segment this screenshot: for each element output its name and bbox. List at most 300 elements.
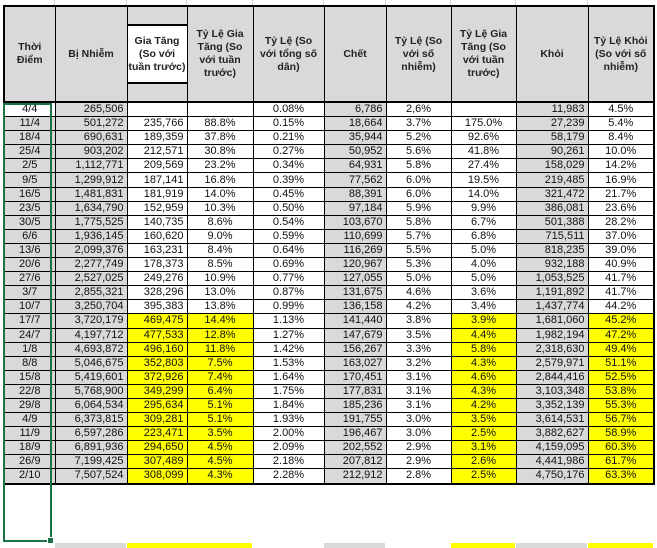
cell-infected[interactable]: 5,768,900 — [55, 384, 127, 398]
cell-death-increase-rate[interactable]: 5.8% — [451, 342, 516, 356]
next-row-cell[interactable] — [516, 543, 587, 548]
cell-death-rate[interactable]: 3.7% — [386, 117, 451, 131]
cell-increase-rate[interactable]: 16.8% — [187, 173, 253, 187]
cell-death-increase-rate[interactable]: 175.0% — [451, 117, 516, 131]
cell-date[interactable]: 29/8 — [4, 398, 55, 412]
cell-increase[interactable]: 308,099 — [127, 469, 187, 484]
cell-increase-rate[interactable]: 5.1% — [187, 413, 253, 427]
cell-increase[interactable]: 349,299 — [127, 384, 187, 398]
header-death-increase-rate[interactable]: Tỷ Lệ Gia Tăng (So với tuần trước) — [451, 6, 516, 102]
fill-handle[interactable] — [47, 537, 54, 544]
cell-date[interactable]: 18/4 — [4, 131, 55, 145]
cell-increase[interactable]: 307,489 — [127, 455, 187, 469]
cell-infected[interactable]: 1,112,771 — [55, 159, 127, 173]
cell-recovered-rate[interactable]: 58.9% — [588, 427, 654, 441]
cell-death-rate[interactable]: 5.7% — [386, 229, 451, 243]
table-row — [4, 117, 654, 131]
cell-death-increase-rate[interactable]: 41.8% — [451, 145, 516, 159]
cell-date[interactable]: 2/10 — [4, 469, 55, 484]
cell-deaths[interactable]: 185,236 — [324, 398, 386, 412]
header-death-rate[interactable]: Tỷ Lệ (So với số nhiễm) — [386, 6, 451, 102]
table-row — [4, 131, 654, 145]
cell-death-increase-rate[interactable]: 3.4% — [451, 300, 516, 314]
cell-death-increase-rate[interactable]: 5.0% — [451, 272, 516, 286]
table-body — [4, 102, 654, 484]
cell-deaths[interactable]: 97,184 — [324, 201, 386, 215]
table-row — [4, 413, 654, 427]
cell-increase-rate[interactable]: 30.8% — [187, 145, 253, 159]
cell-increase-rate[interactable]: 13.8% — [187, 300, 253, 314]
cell-infected[interactable]: 6,373,815 — [55, 413, 127, 427]
cell-death-increase-rate[interactable]: 2.5% — [451, 469, 516, 484]
cell-population-rate[interactable]: 0.87% — [253, 286, 324, 300]
cell-recovered[interactable]: 321,472 — [516, 187, 588, 201]
cell-deaths[interactable]: 131,675 — [324, 286, 386, 300]
cell-death-rate[interactable]: 4.6% — [386, 286, 451, 300]
cell-date[interactable]: 9/5 — [4, 173, 55, 187]
cell-deaths[interactable]: 207,812 — [324, 455, 386, 469]
cell-death-rate[interactable]: 6.0% — [386, 173, 451, 187]
cell-death-increase-rate[interactable]: 6.7% — [451, 215, 516, 229]
cell-increase[interactable]: 140,735 — [127, 215, 187, 229]
cell-recovered-rate[interactable]: 45.2% — [588, 314, 654, 328]
cell-date[interactable]: 6/6 — [4, 229, 55, 243]
cell-increase-rate[interactable]: 6.4% — [187, 384, 253, 398]
cell-increase-rate[interactable]: 3.5% — [187, 427, 253, 441]
cell-increase-rate[interactable]: 12.8% — [187, 328, 253, 342]
table-row — [4, 159, 654, 173]
cell-date[interactable]: 18/9 — [4, 441, 55, 455]
cell-recovered-rate[interactable]: 55.3% — [588, 398, 654, 412]
cell-increase-rate[interactable]: 4.3% — [187, 469, 253, 484]
cell-increase-rate[interactable]: 8.5% — [187, 258, 253, 272]
next-row-cell[interactable] — [324, 543, 385, 548]
header-row — [4, 6, 654, 102]
cell-recovered[interactable]: 1,982,194 — [516, 328, 588, 342]
cell-death-increase-rate[interactable]: 4.3% — [451, 384, 516, 398]
next-row-cell[interactable] — [451, 543, 515, 548]
cell-population-rate[interactable]: 2.18% — [253, 455, 324, 469]
cell-death-rate[interactable]: 2.9% — [386, 441, 451, 455]
cell-deaths[interactable]: 35,944 — [324, 131, 386, 145]
cell-recovered[interactable]: 219,485 — [516, 173, 588, 187]
cell-recovered-rate[interactable]: 41.7% — [588, 272, 654, 286]
cell-increase[interactable]: 295,634 — [127, 398, 187, 412]
cell-deaths[interactable]: 196,467 — [324, 427, 386, 441]
cell-date[interactable]: 30/5 — [4, 215, 55, 229]
cell-recovered-rate[interactable]: 14.2% — [588, 159, 654, 173]
cell-increase[interactable]: 178,373 — [127, 258, 187, 272]
cell-recovered[interactable]: 4,159,095 — [516, 441, 588, 455]
cell-date[interactable]: 4/4 — [4, 102, 55, 117]
cell-death-increase-rate[interactable]: 2.6% — [451, 455, 516, 469]
cell-date[interactable]: 15/8 — [4, 370, 55, 384]
cell-population-rate[interactable]: 1.93% — [253, 413, 324, 427]
cell-deaths[interactable]: 120,967 — [324, 258, 386, 272]
cell-death-rate[interactable]: 5.2% — [386, 131, 451, 145]
cell-death-increase-rate[interactable]: 4.4% — [451, 328, 516, 342]
cell-death-increase-rate[interactable]: 14.0% — [451, 187, 516, 201]
cell-deaths[interactable]: 136,158 — [324, 300, 386, 314]
cell-recovered-rate[interactable]: 61.7% — [588, 455, 654, 469]
cell-population-rate[interactable]: 0.45% — [253, 187, 324, 201]
cell-deaths[interactable]: 141,440 — [324, 314, 386, 328]
cell-increase-rate[interactable]: 23.2% — [187, 159, 253, 173]
cell-infected[interactable]: 7,199,425 — [55, 455, 127, 469]
cell-recovered[interactable]: 1,437,774 — [516, 300, 588, 314]
cell-recovered[interactable]: 3,614,531 — [516, 413, 588, 427]
cell-recovered[interactable]: 715,511 — [516, 229, 588, 243]
cell-population-rate[interactable]: 0.15% — [253, 117, 324, 131]
cell-recovered-rate[interactable]: 56.7% — [588, 413, 654, 427]
cell-infected[interactable]: 6,891,936 — [55, 441, 127, 455]
cell-date[interactable]: 8/8 — [4, 356, 55, 370]
cell-infected[interactable]: 4,197,712 — [55, 328, 127, 342]
cell-increase-rate[interactable]: 13.0% — [187, 286, 253, 300]
cell-deaths[interactable]: 103,670 — [324, 215, 386, 229]
cell-increase-rate[interactable]: 5.1% — [187, 398, 253, 412]
cell-recovered[interactable]: 1,681,060 — [516, 314, 588, 328]
cell-recovered[interactable]: 2,318,630 — [516, 342, 588, 356]
cell-death-rate[interactable]: 5.5% — [386, 243, 451, 257]
cell-date[interactable]: 1/8 — [4, 342, 55, 356]
cell-date[interactable]: 4/9 — [4, 413, 55, 427]
cell-increase-rate[interactable]: 7.5% — [187, 356, 253, 370]
cell-deaths[interactable]: 110,699 — [324, 229, 386, 243]
cell-recovered-rate[interactable]: 16.9% — [588, 173, 654, 187]
cell-infected[interactable]: 1,936,145 — [55, 229, 127, 243]
cell-recovered-rate[interactable]: 53.8% — [588, 384, 654, 398]
cell-infected[interactable]: 501,272 — [55, 117, 127, 131]
cell-infected[interactable]: 6,064,534 — [55, 398, 127, 412]
cell-recovered[interactable]: 158,029 — [516, 159, 588, 173]
header-deaths[interactable]: Chết — [324, 6, 386, 102]
cell-increase[interactable] — [127, 102, 187, 117]
cell-deaths[interactable]: 116,269 — [324, 243, 386, 257]
cell-infected[interactable]: 5,419,601 — [55, 370, 127, 384]
cell-date[interactable]: 2/5 — [4, 159, 55, 173]
cell-death-increase-rate[interactable]: 3.1% — [451, 441, 516, 455]
cell-increase[interactable]: 469,475 — [127, 314, 187, 328]
cell-recovered-rate[interactable]: 21.7% — [588, 187, 654, 201]
cell-increase[interactable]: 235,766 — [127, 117, 187, 131]
cell-death-rate[interactable]: 3.1% — [386, 398, 451, 412]
cell-recovered[interactable]: 932,188 — [516, 258, 588, 272]
cell-deaths[interactable]: 88,391 — [324, 187, 386, 201]
cell-deaths[interactable]: 212,912 — [324, 469, 386, 484]
cell-infected[interactable]: 2,277,749 — [55, 258, 127, 272]
cell-recovered[interactable]: 3,103,348 — [516, 384, 588, 398]
cell-recovered[interactable]: 1,191,892 — [516, 286, 588, 300]
cell-recovered-rate[interactable]: 10.0% — [588, 145, 654, 159]
cell-infected[interactable]: 3,250,704 — [55, 300, 127, 314]
cell-date[interactable]: 27/6 — [4, 272, 55, 286]
cell-deaths[interactable]: 191,755 — [324, 413, 386, 427]
cell-death-rate[interactable]: 2.9% — [386, 455, 451, 469]
cell-recovered-rate[interactable]: 63.3% — [588, 469, 654, 484]
cell-recovered-rate[interactable]: 51.1% — [588, 356, 654, 370]
cell-date[interactable]: 17/7 — [4, 314, 55, 328]
cell-increase[interactable]: 249,276 — [127, 272, 187, 286]
cell-increase[interactable]: 309,281 — [127, 413, 187, 427]
cell-date[interactable]: 11/9 — [4, 427, 55, 441]
cell-recovered-rate[interactable]: 41.7% — [588, 286, 654, 300]
cell-recovered-rate[interactable]: 60.3% — [588, 441, 654, 455]
cell-death-rate[interactable]: 3.3% — [386, 342, 451, 356]
cell-deaths[interactable]: 177,831 — [324, 384, 386, 398]
next-row-cell[interactable] — [588, 543, 653, 548]
cell-population-rate[interactable]: 1.75% — [253, 384, 324, 398]
cell-death-rate[interactable]: 5.8% — [386, 215, 451, 229]
header-recovered-rate[interactable]: Tỷ Lệ Khỏi (So với số nhiễm) — [588, 6, 654, 102]
cell-date[interactable]: 20/6 — [4, 258, 55, 272]
cell-increase-rate[interactable]: 14.4% — [187, 314, 253, 328]
cell-population-rate[interactable]: 0.64% — [253, 243, 324, 257]
cell-recovered-rate[interactable]: 44.2% — [588, 300, 654, 314]
cell-recovered[interactable]: 58,179 — [516, 131, 588, 145]
cell-increase-rate[interactable]: 7.4% — [187, 370, 253, 384]
cell-deaths[interactable]: 147,679 — [324, 328, 386, 342]
cell-population-rate[interactable]: 1.27% — [253, 328, 324, 342]
cell-infected[interactable]: 7,507,524 — [55, 469, 127, 484]
cell-population-rate[interactable]: 1.13% — [253, 314, 324, 328]
cell-increase[interactable]: 395,383 — [127, 300, 187, 314]
cell-increase-rate[interactable]: 14.0% — [187, 187, 253, 201]
cell-death-rate[interactable]: 5.8% — [386, 159, 451, 173]
cell-population-rate[interactable]: 0.69% — [253, 258, 324, 272]
cell-increase-rate[interactable]: 8.4% — [187, 243, 253, 257]
cell-death-increase-rate[interactable]: 4.3% — [451, 356, 516, 370]
cell-increase[interactable]: 152,959 — [127, 201, 187, 215]
cell-population-rate[interactable]: 0.50% — [253, 201, 324, 215]
cell-death-rate[interactable]: 3.8% — [386, 314, 451, 328]
cell-infected[interactable]: 5,046,675 — [55, 356, 127, 370]
cell-death-increase-rate[interactable]: 3.5% — [451, 413, 516, 427]
cell-recovered-rate[interactable]: 4.5% — [588, 102, 654, 117]
cell-recovered-rate[interactable]: 28.2% — [588, 215, 654, 229]
cell-increase-rate[interactable]: 9.0% — [187, 229, 253, 243]
cell-death-rate[interactable]: 6.0% — [386, 187, 451, 201]
cell-population-rate[interactable]: 2.28% — [253, 469, 324, 484]
cell-date[interactable]: 23/5 — [4, 201, 55, 215]
cell-increase-rate[interactable] — [187, 102, 253, 117]
cell-recovered[interactable]: 1,053,525 — [516, 272, 588, 286]
cell-deaths[interactable]: 64,931 — [324, 159, 386, 173]
cell-death-rate[interactable]: 3.1% — [386, 370, 451, 384]
cell-death-increase-rate[interactable]: 4.2% — [451, 398, 516, 412]
cell-increase-rate[interactable]: 4.5% — [187, 455, 253, 469]
cell-increase[interactable]: 496,160 — [127, 342, 187, 356]
cell-date[interactable]: 25/4 — [4, 145, 55, 159]
cell-deaths[interactable]: 156,267 — [324, 342, 386, 356]
cell-deaths[interactable]: 127,055 — [324, 272, 386, 286]
cell-recovered-rate[interactable]: 52.5% — [588, 370, 654, 384]
cell-population-rate[interactable]: 0.08% — [253, 102, 324, 117]
cell-increase[interactable]: 209,569 — [127, 159, 187, 173]
cell-infected[interactable]: 1,481,831 — [55, 187, 127, 201]
cell-death-increase-rate[interactable]: 6.8% — [451, 229, 516, 243]
cell-death-rate[interactable]: 3.0% — [386, 413, 451, 427]
cell-death-rate[interactable]: 5.9% — [386, 201, 451, 215]
cell-increase[interactable]: 212,571 — [127, 145, 187, 159]
cell-recovered-rate[interactable]: 47.2% — [588, 328, 654, 342]
cell-recovered[interactable]: 818,235 — [516, 243, 588, 257]
cell-death-increase-rate[interactable]: 92.6% — [451, 131, 516, 145]
cell-increase[interactable]: 477,533 — [127, 328, 187, 342]
cell-infected[interactable]: 2,855,321 — [55, 286, 127, 300]
cell-death-rate[interactable]: 5.6% — [386, 145, 451, 159]
cell-date[interactable]: 26/9 — [4, 455, 55, 469]
cell-recovered-rate[interactable]: 8.4% — [588, 131, 654, 145]
cell-infected[interactable]: 2,099,376 — [55, 243, 127, 257]
cell-date[interactable]: 16/5 — [4, 187, 55, 201]
cell-recovered[interactable]: 27,239 — [516, 117, 588, 131]
cell-date[interactable]: 22/8 — [4, 384, 55, 398]
table-row — [4, 173, 654, 187]
cell-recovered-rate[interactable]: 5.4% — [588, 117, 654, 131]
cell-death-increase-rate[interactable]: 4.6% — [451, 370, 516, 384]
cell-population-rate[interactable]: 0.99% — [253, 300, 324, 314]
header-increase-label: Gia Tăng (So với tuần trước) — [128, 26, 187, 82]
cell-infected[interactable]: 2,527,025 — [55, 272, 127, 286]
cell-death-rate[interactable]: 5.0% — [386, 272, 451, 286]
cell-recovered[interactable]: 3,352,139 — [516, 398, 588, 412]
cell-death-increase-rate[interactable]: 9.9% — [451, 201, 516, 215]
cell-death-rate[interactable]: 2.8% — [386, 469, 451, 484]
cell-population-rate[interactable]: 0.54% — [253, 215, 324, 229]
cell-infected[interactable]: 690,631 — [55, 131, 127, 145]
cell-increase-rate[interactable]: 10.3% — [187, 201, 253, 215]
cell-infected[interactable]: 265,506 — [55, 102, 127, 117]
table-row — [4, 201, 654, 215]
cell-population-rate[interactable]: 1.42% — [253, 342, 324, 356]
cell-recovered[interactable]: 3,882,627 — [516, 427, 588, 441]
cell-recovered-rate[interactable]: 37.0% — [588, 229, 654, 243]
header-date[interactable]: Thời Điểm — [4, 6, 55, 102]
cell-population-rate[interactable]: 2.00% — [253, 427, 324, 441]
header-population-rate[interactable]: Tỷ Lệ (So với tổng số dân) — [253, 6, 324, 102]
cell-date[interactable]: 11/4 — [4, 117, 55, 131]
cell-deaths[interactable]: 18,664 — [324, 117, 386, 131]
cell-death-rate[interactable]: 5.3% — [386, 258, 451, 272]
cell-death-rate[interactable]: 4.2% — [386, 300, 451, 314]
cell-recovered[interactable]: 90,261 — [516, 145, 588, 159]
cell-population-rate[interactable]: 1.53% — [253, 356, 324, 370]
cell-increase-rate[interactable]: 8.6% — [187, 215, 253, 229]
cell-deaths[interactable]: 77,562 — [324, 173, 386, 187]
cell-deaths[interactable]: 50,952 — [324, 145, 386, 159]
cell-population-rate[interactable]: 1.84% — [253, 398, 324, 412]
cell-infected[interactable]: 903,202 — [55, 145, 127, 159]
cell-increase-rate[interactable]: 11.8% — [187, 342, 253, 356]
cell-death-rate[interactable]: 3.1% — [386, 384, 451, 398]
cell-death-increase-rate[interactable]: 3.6% — [451, 286, 516, 300]
cell-increase[interactable]: 294,650 — [127, 441, 187, 455]
cell-population-rate[interactable]: 2.09% — [253, 441, 324, 455]
cell-death-rate[interactable]: 3.0% — [386, 427, 451, 441]
cell-population-rate[interactable]: 0.34% — [253, 159, 324, 173]
cell-increase[interactable]: 181,919 — [127, 187, 187, 201]
cell-death-rate[interactable]: 3.2% — [386, 356, 451, 370]
cell-increase-rate[interactable]: 88.8% — [187, 117, 253, 131]
cell-recovered-rate[interactable]: 40.9% — [588, 258, 654, 272]
cell-increase[interactable]: 328,296 — [127, 286, 187, 300]
cell-increase[interactable]: 189,359 — [127, 131, 187, 145]
cell-increase-rate[interactable]: 37.8% — [187, 131, 253, 145]
cell-recovered[interactable]: 501,388 — [516, 215, 588, 229]
cell-recovered-rate[interactable]: 49.4% — [588, 342, 654, 356]
cell-death-increase-rate[interactable]: 5.0% — [451, 243, 516, 257]
cell-date[interactable]: 24/7 — [4, 328, 55, 342]
cell-recovered[interactable]: 4,750,176 — [516, 469, 588, 484]
cell-infected[interactable]: 3,720,179 — [55, 314, 127, 328]
header-recovered[interactable]: Khỏi — [516, 6, 588, 102]
next-row-cell[interactable] — [55, 543, 126, 548]
cell-population-rate[interactable]: 0.77% — [253, 272, 324, 286]
cell-increase[interactable]: 223,471 — [127, 427, 187, 441]
cell-population-rate[interactable]: 1.64% — [253, 370, 324, 384]
cell-recovered[interactable]: 11,983 — [516, 102, 588, 117]
cell-population-rate[interactable]: 0.27% — [253, 145, 324, 159]
cell-recovered[interactable]: 4,441,986 — [516, 455, 588, 469]
cell-date[interactable]: 3/7 — [4, 286, 55, 300]
cell-recovered[interactable]: 386,081 — [516, 201, 588, 215]
cell-recovered-rate[interactable]: 23.6% — [588, 201, 654, 215]
cell-date[interactable]: 10/7 — [4, 300, 55, 314]
cell-deaths[interactable]: 6,786 — [324, 102, 386, 117]
header-increase[interactable] — [127, 6, 187, 102]
cell-infected[interactable]: 4,693,872 — [55, 342, 127, 356]
cell-recovered[interactable]: 2,844,416 — [516, 370, 588, 384]
cell-recovered-rate[interactable]: 39.0% — [588, 243, 654, 257]
cell-death-increase-rate[interactable]: 2.5% — [451, 427, 516, 441]
cell-increase-rate[interactable]: 4.5% — [187, 441, 253, 455]
cell-increase-rate[interactable]: 10.9% — [187, 272, 253, 286]
cell-increase[interactable]: 187,141 — [127, 173, 187, 187]
cell-death-increase-rate[interactable]: 3.9% — [451, 314, 516, 328]
cell-death-increase-rate[interactable]: 27.4% — [451, 159, 516, 173]
table-row — [4, 187, 654, 201]
cell-population-rate[interactable]: 0.59% — [253, 229, 324, 243]
cell-deaths[interactable]: 202,552 — [324, 441, 386, 455]
header-infected[interactable]: Bị Nhiễm — [55, 6, 127, 102]
cell-increase[interactable]: 352,803 — [127, 356, 187, 370]
cell-increase[interactable]: 372,926 — [127, 370, 187, 384]
covid-stats-table — [3, 5, 655, 485]
cell-infected[interactable]: 1,775,525 — [55, 215, 127, 229]
cell-death-increase-rate[interactable] — [451, 102, 516, 117]
cell-recovered[interactable]: 2,579,971 — [516, 356, 588, 370]
cell-death-increase-rate[interactable]: 19.5% — [451, 173, 516, 187]
cell-population-rate[interactable]: 0.39% — [253, 173, 324, 187]
next-row-cell[interactable] — [127, 543, 252, 548]
table-row — [4, 398, 654, 412]
cell-deaths[interactable]: 163,027 — [324, 356, 386, 370]
table-row — [4, 258, 654, 272]
cell-population-rate[interactable]: 0.21% — [253, 131, 324, 145]
cell-infected[interactable]: 6,597,286 — [55, 427, 127, 441]
cell-death-rate[interactable]: 3.5% — [386, 328, 451, 342]
cell-deaths[interactable]: 170,451 — [324, 370, 386, 384]
cell-increase[interactable]: 163,231 — [127, 243, 187, 257]
cell-infected[interactable]: 1,634,790 — [55, 201, 127, 215]
header-increase-rate[interactable]: Tỷ Lệ Gia Tăng (So với tuần trước) — [187, 6, 253, 102]
cell-date[interactable]: 13/6 — [4, 243, 55, 257]
cell-death-increase-rate[interactable]: 4.0% — [451, 258, 516, 272]
cell-increase[interactable]: 160,620 — [127, 229, 187, 243]
cell-death-rate[interactable]: 2,6% — [386, 102, 451, 117]
cell-infected[interactable]: 1,299,912 — [55, 173, 127, 187]
